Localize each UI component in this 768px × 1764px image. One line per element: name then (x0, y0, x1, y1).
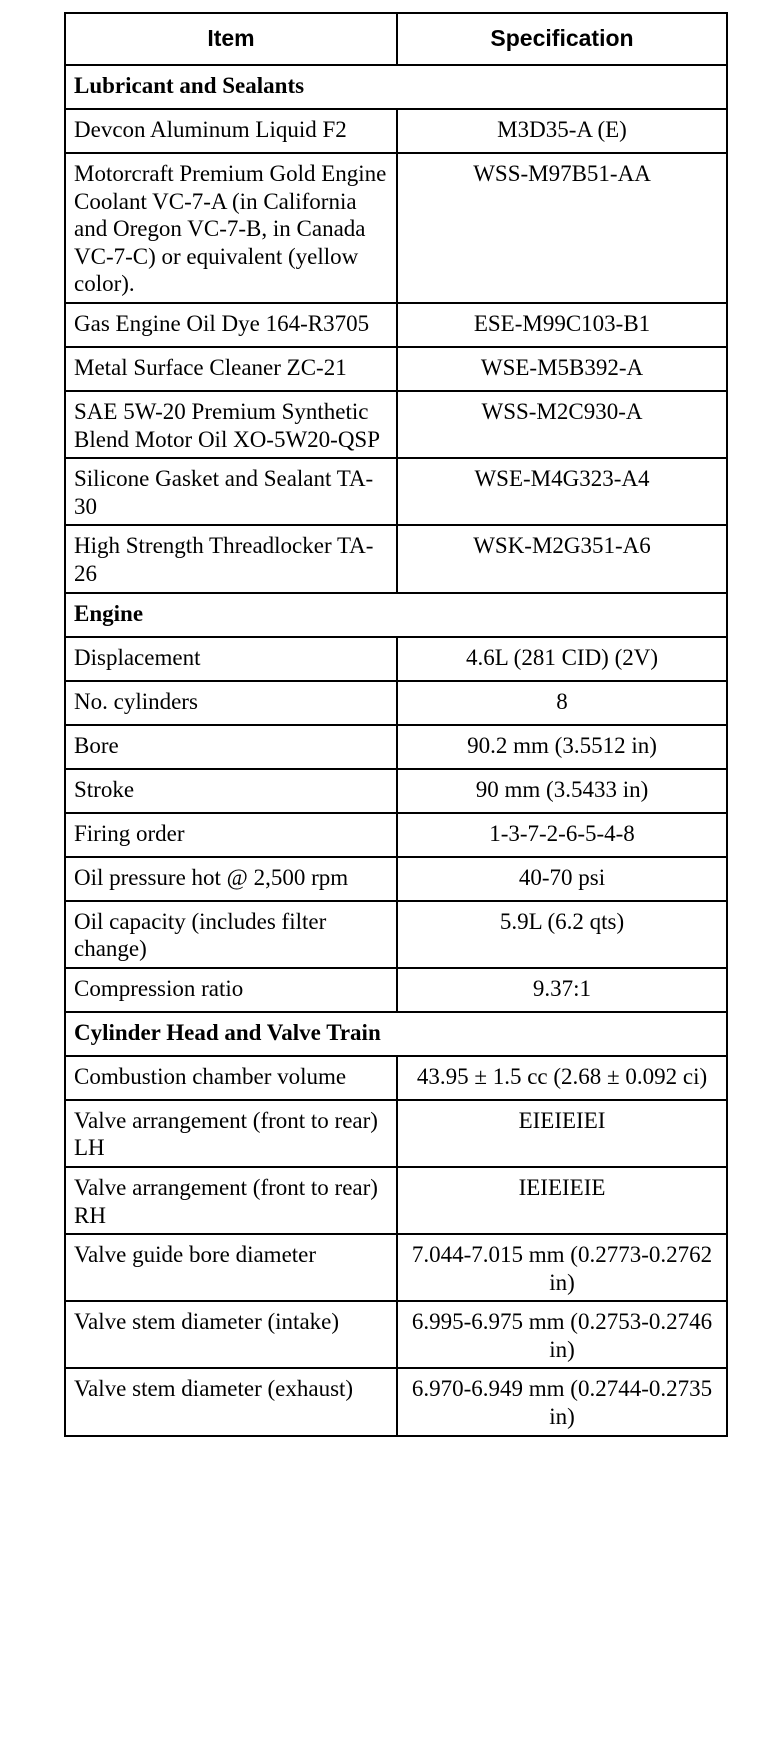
item-cell: Combustion chamber volume (65, 1056, 397, 1100)
header-item: Item (65, 13, 397, 65)
item-cell: Devcon Aluminum Liquid F2 (65, 109, 397, 153)
table-row (65, 857, 727, 901)
table-body (65, 65, 727, 1436)
table-row (65, 968, 727, 1012)
table-row (65, 725, 727, 769)
spec-cell: WSE-M4G323-A4 (397, 458, 727, 525)
item-cell: Valve guide bore diameter (65, 1234, 397, 1301)
item-cell: Gas Engine Oil Dye 164-R3705 (65, 303, 397, 347)
table-row (65, 1368, 727, 1435)
item-cell: Silicone Gasket and Sealant TA-30 (65, 458, 397, 525)
item-cell: Compression ratio (65, 968, 397, 1012)
spec-cell: 43.95 ± 1.5 cc (2.68 ± 0.092 ci) (397, 1056, 727, 1100)
section-row (65, 1012, 727, 1056)
section-title: Cylinder Head and Valve Train (65, 1012, 727, 1056)
spec-cell: WSE-M5B392-A (397, 347, 727, 391)
spec-cell: 40-70 psi (397, 857, 727, 901)
item-cell: No. cylinders (65, 681, 397, 725)
item-cell: SAE 5W-20 Premium Synthetic Blend Motor Oil XO-5W20-QSP (65, 391, 397, 458)
table-row (65, 1301, 727, 1368)
item-cell: Oil pressure hot @ 2,500 rpm (65, 857, 397, 901)
specification-table (64, 12, 728, 1437)
spec-cell: 9.37:1 (397, 968, 727, 1012)
spec-cell: M3D35-A (E) (397, 109, 727, 153)
spec-cell: WSK-M2G351-A6 (397, 525, 727, 592)
item-cell: Bore (65, 725, 397, 769)
spec-cell: 5.9L (6.2 qts) (397, 901, 727, 968)
section-title: Lubricant and Sealants (65, 65, 727, 109)
spec-cell: IEIEIEIE (397, 1167, 727, 1234)
item-cell: Displacement (65, 637, 397, 681)
section-title: Engine (65, 593, 727, 637)
item-cell: Valve stem diameter (intake) (65, 1301, 397, 1368)
table-row (65, 769, 727, 813)
spec-cell: 90 mm (3.5433 in) (397, 769, 727, 813)
spec-cell: 4.6L (281 CID) (2V) (397, 637, 727, 681)
table-row (65, 153, 727, 303)
spec-cell: 7.044-7.015 mm (0.2773-0.2762 in) (397, 1234, 727, 1301)
item-cell: Stroke (65, 769, 397, 813)
table-row (65, 458, 727, 525)
header-specification: Specification (397, 13, 727, 65)
section-row (65, 593, 727, 637)
table-row (65, 391, 727, 458)
spec-cell: ESE-M99C103-B1 (397, 303, 727, 347)
table-row (65, 1234, 727, 1301)
table-row (65, 525, 727, 592)
table-row (65, 347, 727, 391)
table-header-row (65, 13, 727, 65)
item-cell: Motorcraft Premium Gold Engine Coolant VC-7-A (in California and Oregon VC-7-B, in Canada VC-7-C) or equivalent (yellow color). (65, 153, 397, 303)
item-cell: Valve arrangement (front to rear) RH (65, 1167, 397, 1234)
item-cell: Metal Surface Cleaner ZC-21 (65, 347, 397, 391)
spec-cell: 6.970-6.949 mm (0.2744-0.2735 in) (397, 1368, 727, 1435)
item-cell: High Strength Threadlocker TA-26 (65, 525, 397, 592)
spec-cell: WSS-M2C930-A (397, 391, 727, 458)
spec-cell: EIEIEIEI (397, 1100, 727, 1167)
table-row (65, 303, 727, 347)
item-cell: Valve arrangement (front to rear) LH (65, 1100, 397, 1167)
table-row (65, 109, 727, 153)
table-row (65, 1056, 727, 1100)
spec-cell: 90.2 mm (3.5512 in) (397, 725, 727, 769)
table-row (65, 813, 727, 857)
spec-cell: 6.995-6.975 mm (0.2753-0.2746 in) (397, 1301, 727, 1368)
spec-cell: 1-3-7-2-6-5-4-8 (397, 813, 727, 857)
table-row (65, 1167, 727, 1234)
item-cell: Firing order (65, 813, 397, 857)
section-row (65, 65, 727, 109)
item-cell: Oil capacity (includes filter change) (65, 901, 397, 968)
spec-cell: 8 (397, 681, 727, 725)
table-row (65, 637, 727, 681)
table-row (65, 901, 727, 968)
table-row (65, 681, 727, 725)
table-row (65, 1100, 727, 1167)
spec-cell: WSS-M97B51-AA (397, 153, 727, 303)
item-cell: Valve stem diameter (exhaust) (65, 1368, 397, 1435)
